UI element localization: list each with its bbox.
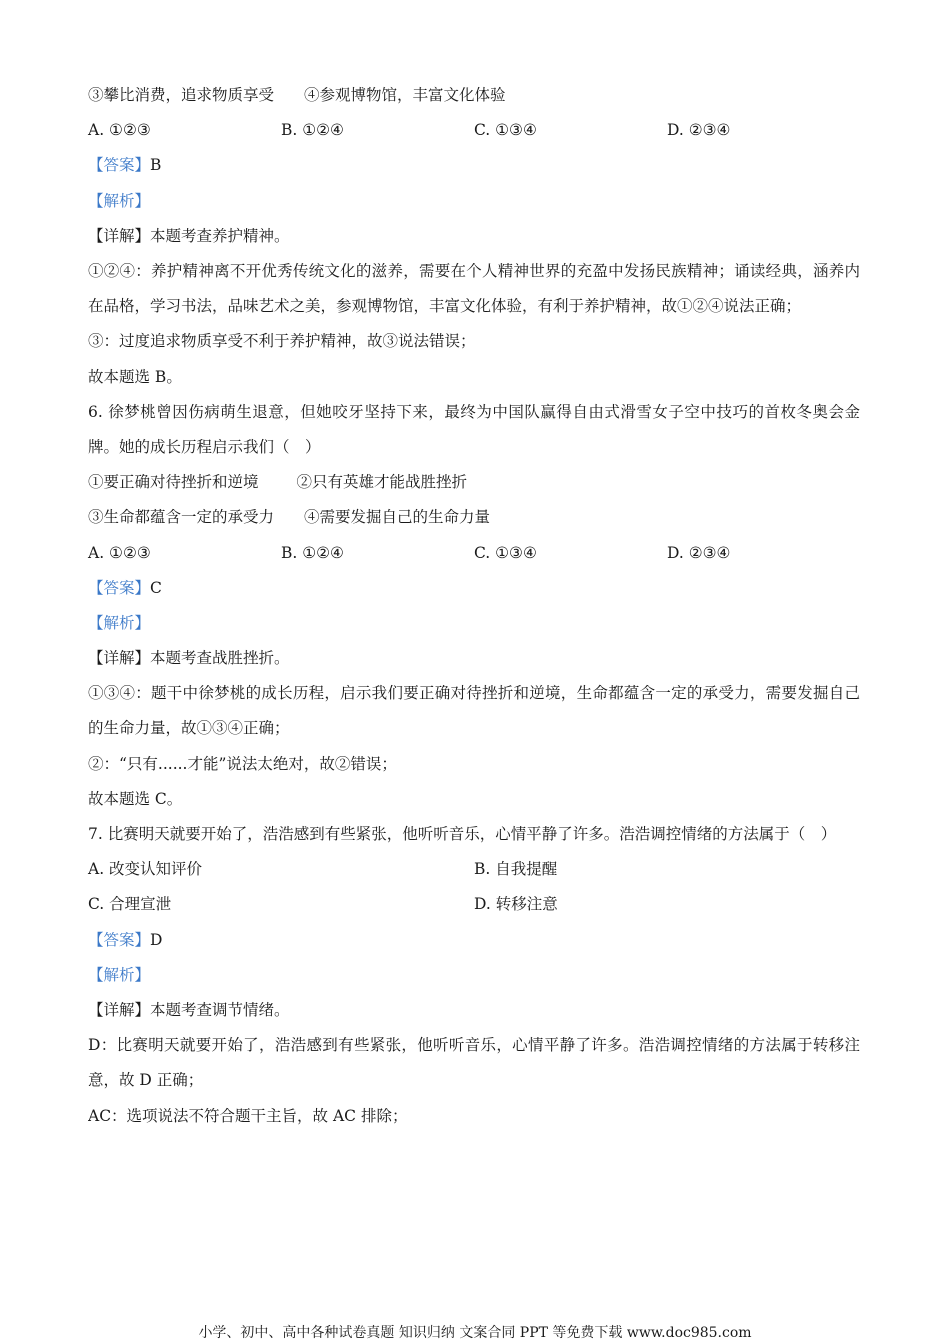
q5-statement-4: ④参观博物馆，丰富文化体验 — [304, 86, 506, 104]
q6-option-d: D. ②③④ — [667, 543, 731, 562]
q7-answer-tag: 【答案】 — [88, 930, 151, 949]
q7-analysis-tag: 【解析】 — [88, 965, 151, 984]
q7-option-c: C. 合理宣泄 — [88, 895, 172, 914]
q7-options-row-2 — [88, 887, 860, 922]
q5-explanation-1: ①②④：养护精神离不开优秀传统文化的滋养，需要在个人精神世界的充盈中发扬民族精神；诵读经典，涵养内在品格，学习书法，品味艺术之美，参观博物馆，丰富文化体验，有利于养护精神，故①②④说法正确； — [88, 261, 860, 316]
q7-option-d: D. 转移注意 — [474, 895, 558, 914]
q7-explanation-1: D：比赛明天就要开始了，浩浩感到有些紧张，他听听音乐，心情平静了许多。浩浩调控情绪的方法属于转移注意，故 D 正确； — [88, 1036, 860, 1090]
q7-stem: 7. 比赛明天就要开始了，浩浩感到有些紧张，他听听音乐，心情平静了许多。浩浩调控情绪的方法属于（ ） — [88, 825, 837, 844]
q6-statements-1-2 — [88, 465, 860, 500]
q6-option-b: B. ①②④ — [281, 543, 344, 562]
q6-option-c: C. ①③④ — [474, 543, 537, 562]
q5-option-c: C. ①③④ — [474, 121, 537, 140]
q7-detail: 【详解】本题考查调节情绪。 — [88, 1000, 290, 1019]
q6-statement-3: ③生命都蕴含一定的承受力 — [88, 508, 275, 527]
q5-answer-tag: 【答案】 — [88, 156, 151, 175]
q6-options — [88, 536, 860, 571]
q6-explanation-2: ②：“只有......才能”说法太绝对，故②错误； — [88, 754, 397, 773]
q5-answer — [88, 148, 860, 183]
q7-answer — [88, 923, 860, 958]
page-footer: 小学、初中、高中各种试卷真题 知识归纳 文案合同 PPT 等免费下载 www.doc985.com — [198, 1325, 752, 1341]
q6-stem: 6. 徐梦桃曾因伤病萌生退意，但她咬牙坚持下来，最终为中国队赢得自由式滑雪女子空中技巧的首枚冬奥会金牌。她的成长历程启示我们（ ） — [88, 402, 860, 456]
q5-options — [88, 113, 860, 148]
q5-conclusion: 故本题选 B。 — [88, 367, 182, 386]
q5-statement-3: ③攀比消费，追求物质享受 — [88, 86, 275, 104]
q6-analysis-tag: 【解析】 — [88, 613, 151, 632]
q5-answer-value: B — [150, 156, 162, 175]
q5-detail: 【详解】本题考查养护精神。 — [88, 226, 290, 245]
q5-option-a: A. ①②③ — [88, 121, 151, 140]
q7-option-a: A. 改变认知评价 — [88, 860, 203, 879]
q6-answer — [88, 571, 860, 606]
q5-option-b: B. ①②④ — [281, 121, 344, 140]
q6-explanation-1: ①③④：题干中徐梦桃的成长历程，启示我们要正确对待挫折和逆境，生命都蕴含一定的承受力，需要发掘自己的生命力量，故①③④正确； — [88, 684, 860, 738]
q5-analysis-tag: 【解析】 — [88, 191, 151, 210]
q5-option-d: D. ②③④ — [667, 121, 731, 140]
document-page — [88, 78, 860, 1134]
q7-answer-value: D — [150, 930, 163, 949]
q6-answer-value: C — [150, 578, 162, 597]
q6-statement-1: ①要正确对待挫折和逆境 — [88, 473, 259, 492]
q5-explanation-2: ③：过度追求物质享受不利于养护精神，故③说法错误； — [88, 332, 476, 351]
q6-statement-4: ④需要发掘自己的生命力量 — [304, 508, 491, 527]
q5-statements-3-4 — [88, 78, 860, 113]
q6-conclusion: 故本题选 C。 — [88, 789, 183, 808]
q6-answer-tag: 【答案】 — [88, 578, 151, 597]
q6-statements-3-4 — [88, 500, 860, 535]
q7-options-row-1 — [88, 852, 860, 887]
q7-option-b: B. 自我提醒 — [474, 860, 558, 879]
q6-statement-2: ②只有英雄才能战胜挫折 — [296, 473, 468, 492]
q7-explanation-2: AC：选项说法不符合题干主旨，故 AC 排除； — [88, 1106, 408, 1125]
q6-option-a: A. ①②③ — [88, 543, 151, 562]
q6-detail: 【详解】本题考查战胜挫折。 — [88, 649, 290, 668]
